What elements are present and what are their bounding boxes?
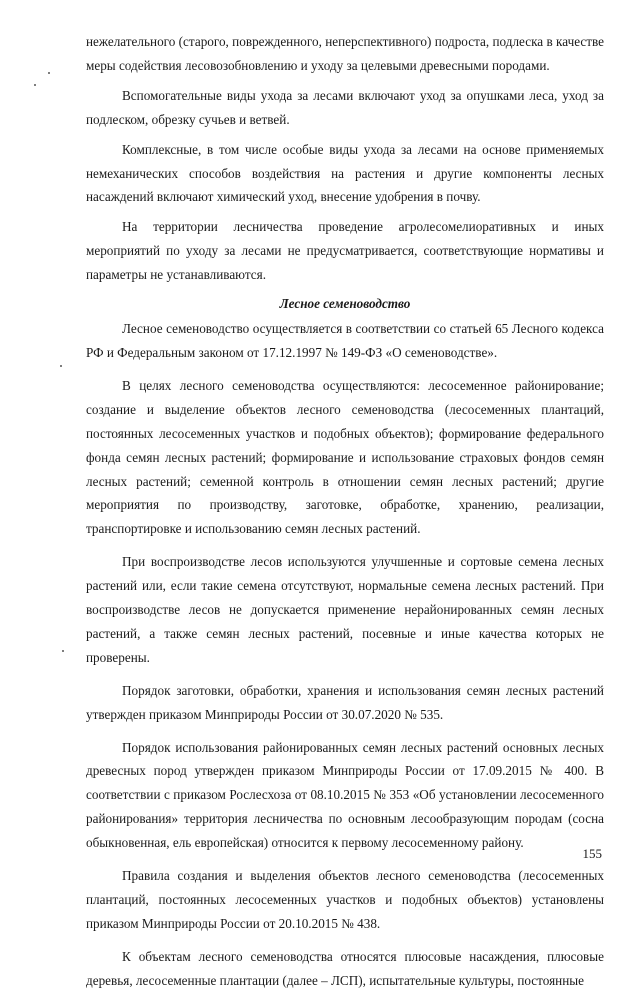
scan-speck: [48, 72, 50, 74]
paragraph-seed-goals: В целях лесного семеноводства осуществляются: лесосеменное районирование; создание и выделение объектов лесного семеноводства (лесосеменных плантаций, постоянных лесосеменных участков и подобных объектов); формирование федерального фонда семян лесных растений; формирование и использование страховых фондов семян лесных растений; семенной контроль в отношении семян лесных растений; другие мероприятия по производству, заготовке, обработке, хранению, реализации, транспортировке и использованию семян лесных растений.: [86, 377, 604, 537]
paragraph-auxiliary-care: Вспомогательные виды ухода за лесами включают уход за опушками леса, уход за подлеском, обрезку сучьев и ветвей.: [86, 87, 604, 127]
paragraph-seed-zoning: Порядок использования районированных семян лесных растений основных лесных древесных пород утвержден приказом Минприроды России от 17.09.2015 № 400. В соответствии с приказом Рослесхоза от 08.10.2015 № 353 «Об установлении лесосеменного районирования» территория лесничества по основным лесообразующим породам (сосна обыкновенная, ель европейская) относится к первому лесосеменному району.: [86, 739, 604, 851]
paragraph-seed-procedure: Порядок заготовки, обработки, хранения и использования семян лесных растений утвержден приказом Минприроды России от 30.07.2020 № 535.: [86, 682, 604, 722]
scan-speck: [62, 650, 64, 652]
paragraph-seed-law: Лесное семеноводство осуществляется в соответствии со статьей 65 Лесного кодекса РФ и Федеральным законом от 17.12.1997 № 149-ФЗ «О семеноводстве».: [86, 321, 604, 360]
scan-speck: [60, 365, 62, 367]
paragraph-continuation: нежелательного (старого, поврежденного, неперспективного) подроста, подлеска в качестве меры содействия лесовозобновлению и уходу за целевыми древесными породами.: [86, 34, 604, 73]
paragraph-complex-care: Комплексные, в том числе особые виды ухода за лесами на основе применяемых немеханических способов воздействия на растения и другие компоненты лесных насаждений включают химический уход, внесение удобрения в почву.: [86, 141, 604, 205]
section-title: Лесное семеноводство: [279, 296, 411, 312]
paragraph-seed-reproduction: При воспроизводстве лесов используются улучшенные и сортовые семена лесных растений или, если такие семена отсутствуют, нормальные семена лесных растений. При воспроизводстве лесов не допускается применение нерайонированных семян лесных растений, а также семян лесных растений, посевные и иные качества которых не проверены.: [86, 554, 604, 665]
paragraph-agroforestry: На территории лесничества проведение агролесомелиоративных и иных мероприятий по уходу за лесами не предусматривается, соответствующие нормативы и параметры не устанавливаются.: [86, 219, 604, 283]
scan-speck: [34, 84, 36, 86]
paragraph-seed-objects-list: К объектам лесного семеноводства относятся плюсовые насаждения, плюсовые деревья, лесосеменные плантации (далее – ЛСП), испытательные культуры, постоянные: [86, 948, 604, 988]
page-number: 155: [582, 846, 602, 861]
paragraph-seed-objects-rules: Правила создания и выделения объектов лесного семеноводства (лесосеменных плантаций, постоянных лесосеменных участков и подобных объектов) установлены приказом Минприроды России от 20.10.2015 № 438.: [86, 868, 604, 931]
document-page: [86, 30, 604, 993]
